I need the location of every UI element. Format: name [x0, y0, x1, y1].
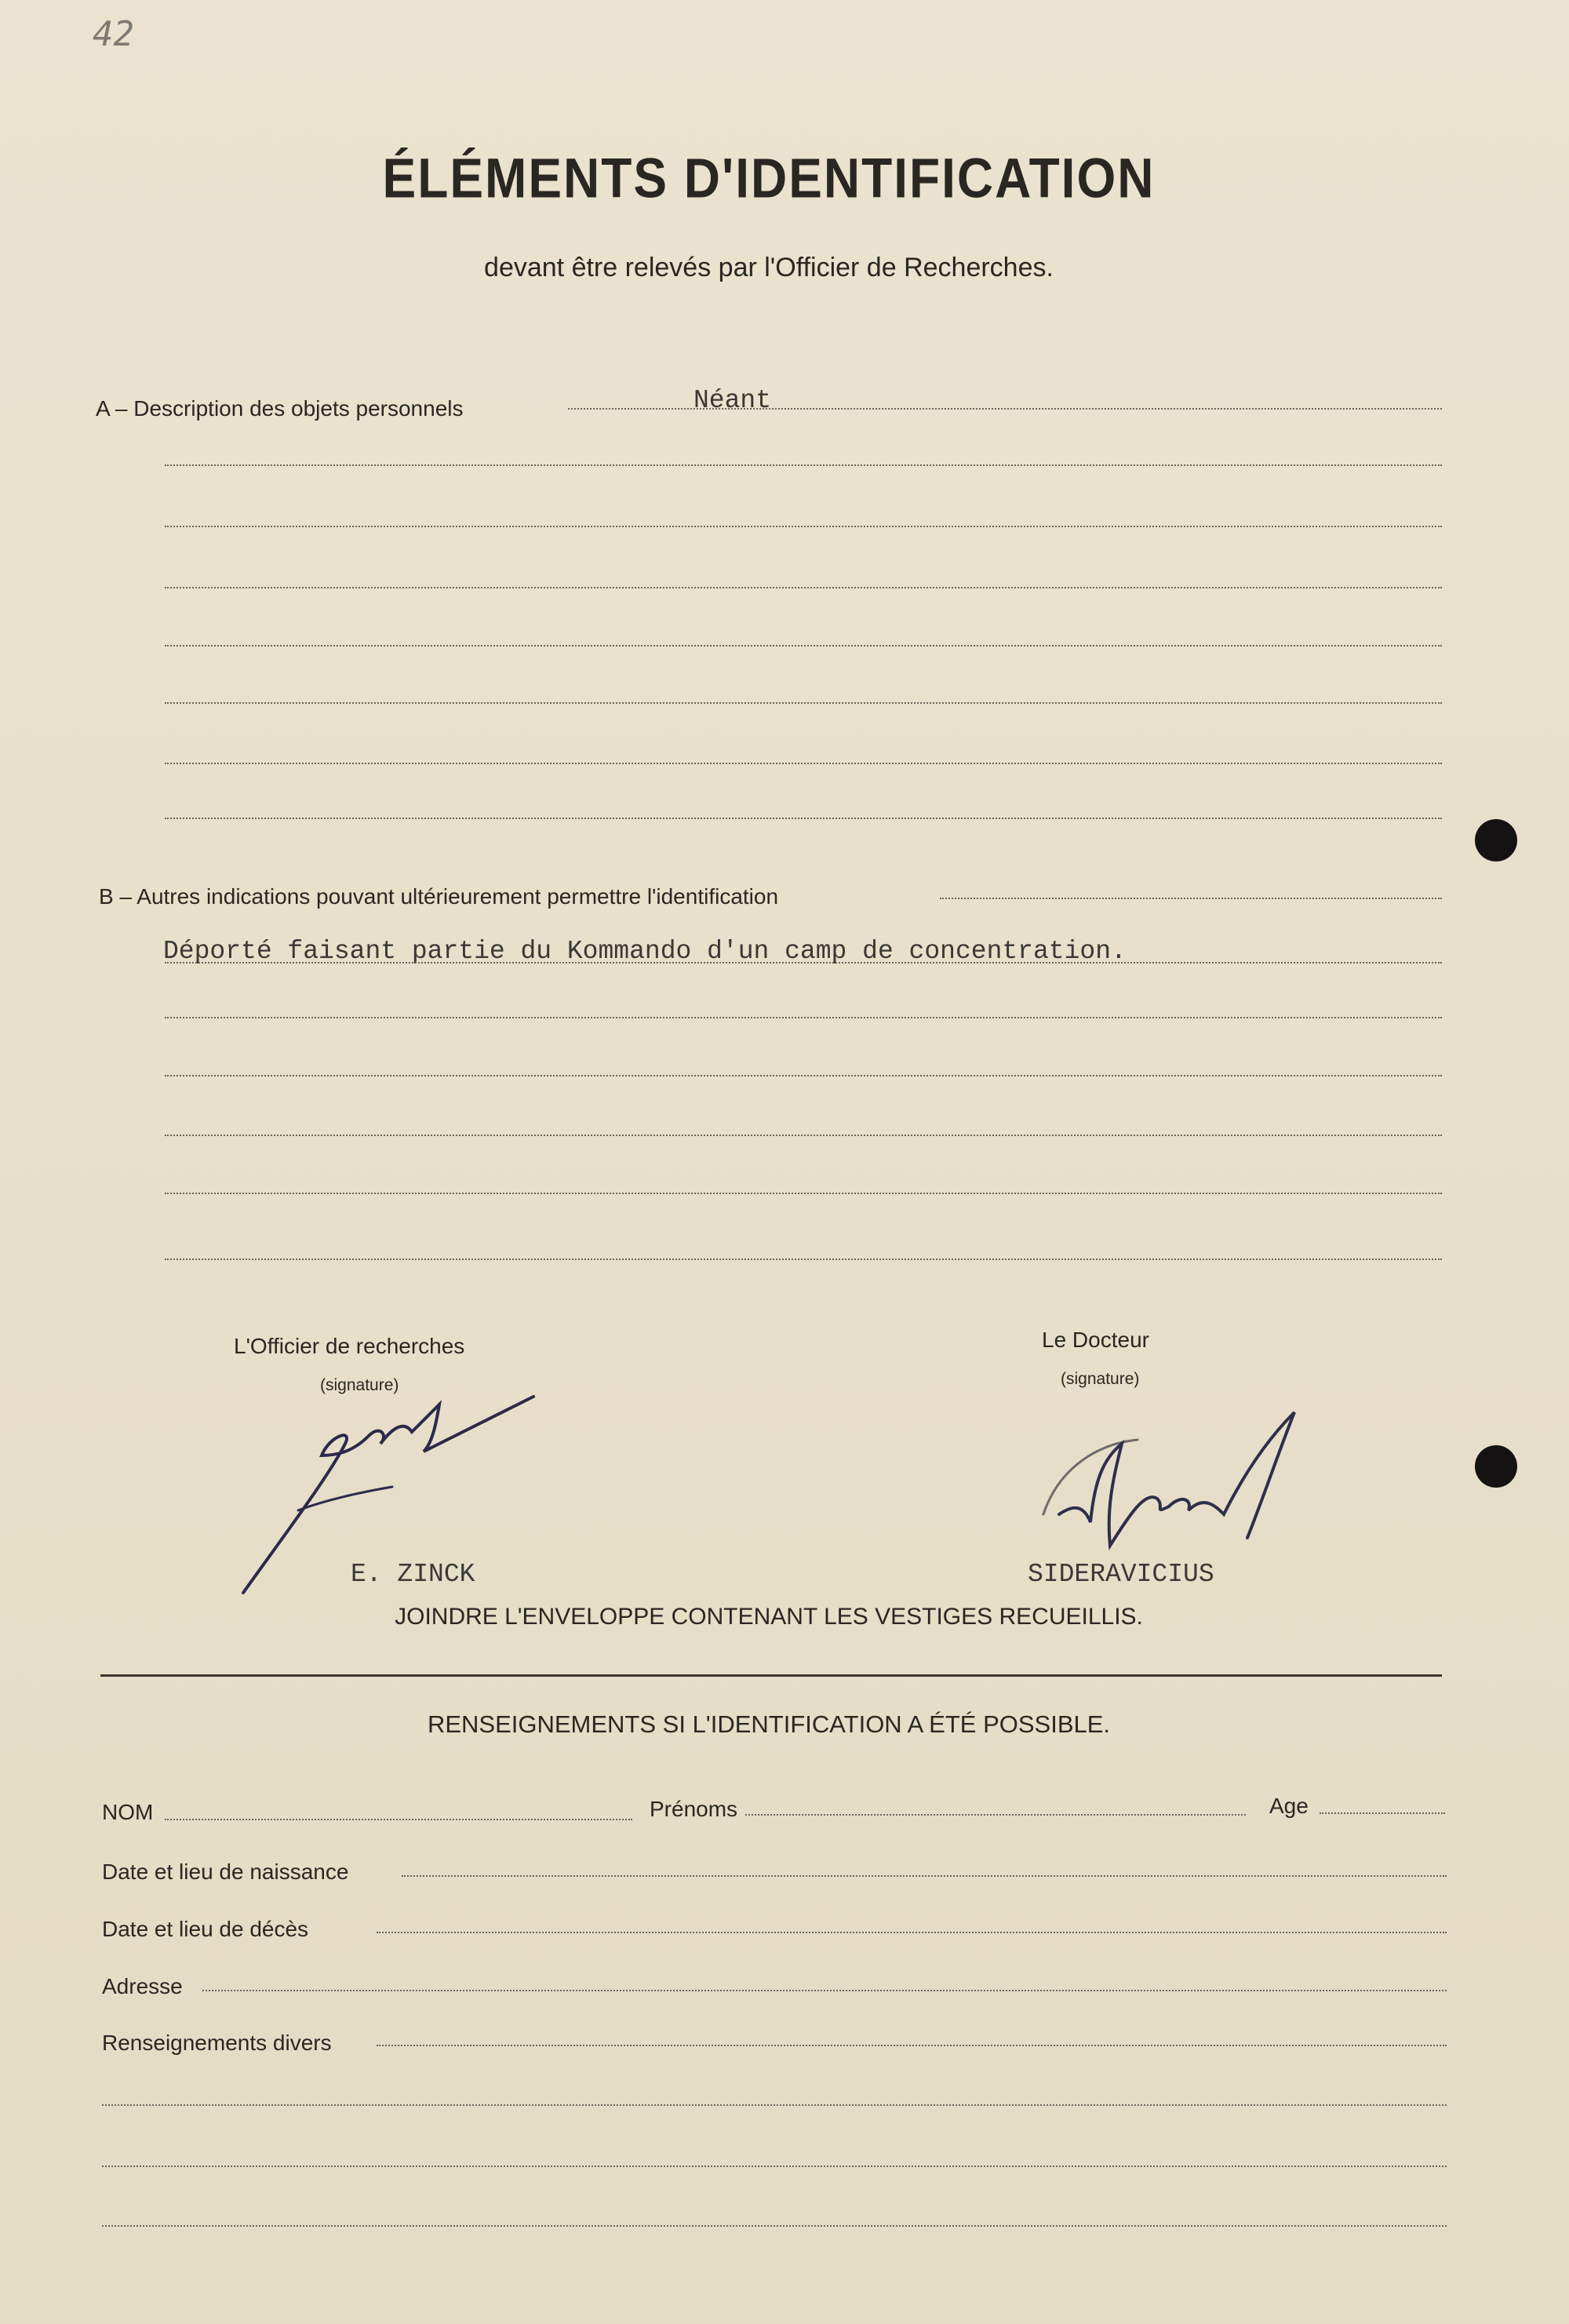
section-b-line-3 — [165, 1017, 1442, 1018]
section-a-line-4 — [165, 587, 1442, 588]
age-line — [1320, 1812, 1445, 1814]
prenoms-label: Prénoms — [650, 1797, 738, 1821]
deces-label: Date et lieu de décès — [102, 1917, 309, 1941]
naissance-label: Date et lieu de naissance — [102, 1860, 349, 1884]
officer-signature-caption: (signature) — [320, 1376, 399, 1394]
section-b-value: Déporté faisant partie du Kommando d'un camp de concentration. — [163, 937, 1127, 966]
archive-mark: 42 — [93, 14, 134, 54]
adresse-line — [202, 1990, 1447, 1991]
section-b-line-2 — [165, 962, 1442, 963]
prenoms-line — [745, 1814, 1246, 1816]
instruction-text: JOINDRE L'ENVELOPPE CONTENANT LES VESTIGES RECUEILLIS. — [395, 1604, 1143, 1630]
officer-name: E. ZINCK — [351, 1560, 475, 1589]
divers-line-2 — [102, 2104, 1447, 2106]
section-b-line-6 — [165, 1193, 1442, 1194]
deces-line — [377, 1932, 1447, 1933]
section-b-label: B – Autres indications pouvant ultérieurement permettre l'identification — [99, 884, 779, 909]
nom-line — [165, 1819, 632, 1820]
officer-title: L'Officier de recherches — [234, 1334, 465, 1358]
section-a-value: Néant — [693, 386, 772, 415]
form-subtitle: devant être relevés par l'Officier de Recherches. — [484, 253, 1054, 282]
section-a-line-2 — [165, 464, 1442, 466]
section-a-label: A – Description des objets personnels — [96, 396, 464, 421]
form-title: ÉLÉMENTS D'IDENTIFICATION — [382, 146, 1156, 210]
section-a-line-6 — [165, 702, 1442, 704]
info-heading: RENSEIGNEMENTS SI L'IDENTIFICATION A ÉTÉ POSSIBLE. — [427, 1710, 1111, 1738]
section-a-line-8 — [165, 818, 1442, 819]
section-a-line-5 — [165, 645, 1442, 647]
divers-line-4 — [102, 2225, 1447, 2227]
divers-line-1 — [377, 2045, 1447, 2046]
section-divider — [100, 1674, 1442, 1677]
doctor-title: Le Docteur — [1042, 1328, 1149, 1352]
doctor-name: SIDERAVICIUS — [1028, 1560, 1214, 1589]
divers-label: Renseignements divers — [102, 2031, 332, 2055]
section-b-line-5 — [165, 1135, 1442, 1136]
section-a-line-3 — [165, 526, 1442, 527]
punch-hole-top — [1475, 819, 1517, 861]
divers-line-3 — [102, 2166, 1447, 2167]
doctor-signature-caption: (signature) — [1061, 1370, 1140, 1388]
section-b-line-1 — [940, 898, 1442, 899]
section-a-line-7 — [165, 763, 1442, 764]
punch-hole-bottom — [1475, 1445, 1517, 1488]
adresse-label: Adresse — [102, 1974, 183, 1998]
section-b-line-4 — [165, 1075, 1442, 1076]
nom-label: NOM — [102, 1800, 154, 1824]
section-b-line-7 — [165, 1259, 1442, 1260]
age-label: Age — [1269, 1794, 1309, 1818]
naissance-line — [402, 1875, 1447, 1877]
doctor-signature — [1028, 1397, 1310, 1577]
